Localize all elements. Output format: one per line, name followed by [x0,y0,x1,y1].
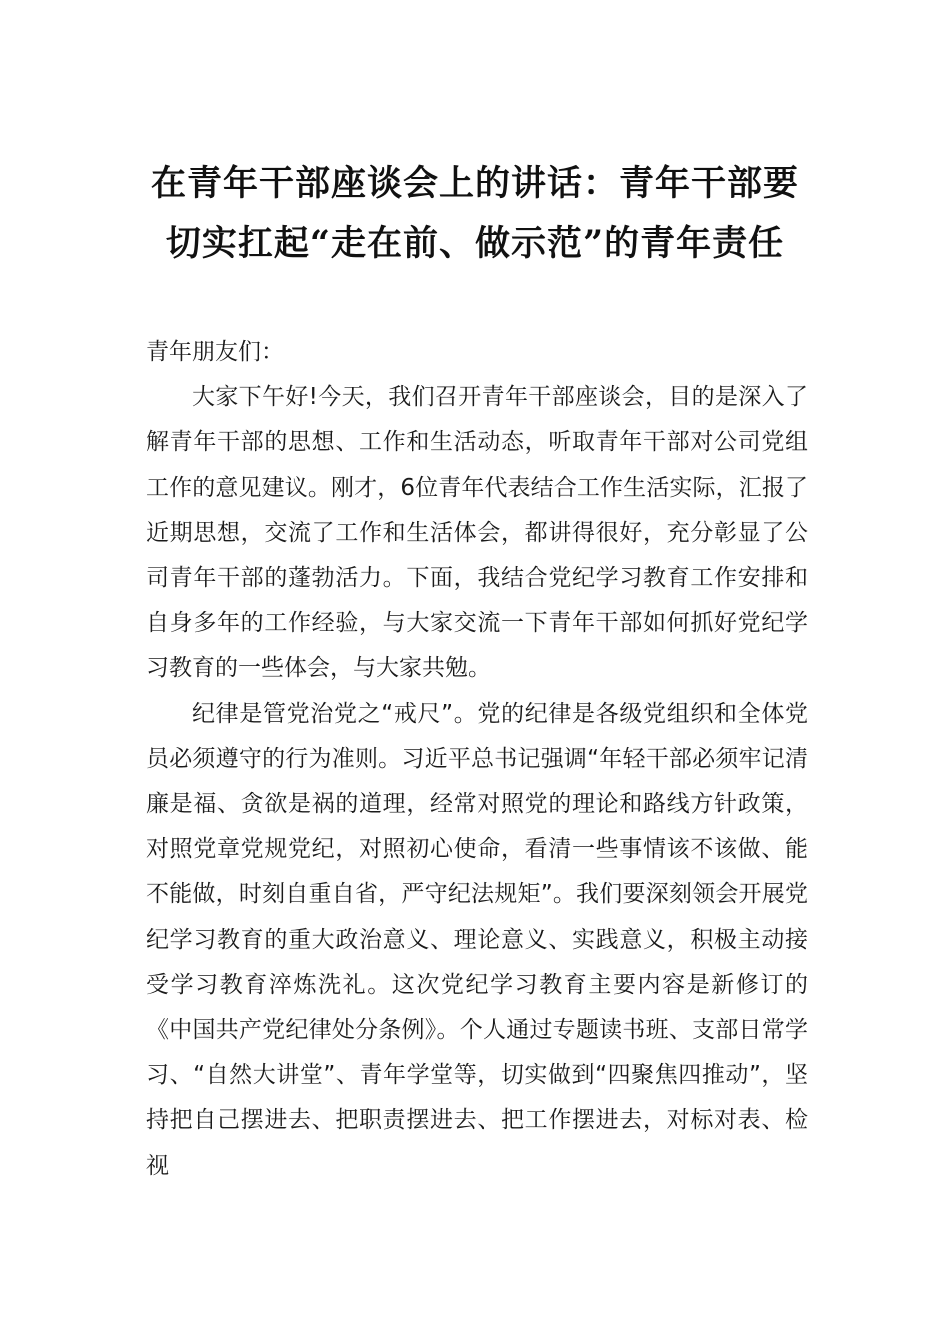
paragraph-2: 纪律是管党治党之“戒尺”。党的纪律是各级党组织和全体党员必须遵守的行为准则。习近平总书记强调“年轻干部必须牢记清廉是福、贪欲是祸的道理，经常对照党的理论和路线方针政策，对照党章党规党纪，对照初心使命，看清一些事情该不该做、能不能做，时刻自重自省，严守纪法规矩”。我们要深刻领会开展党纪学习教育的重大政治意义、理论意义、实践意义，积极主动接受学习教育淬炼洗礼。这次党纪学习教育主要内容是新修订的《中国共产党纪律处分条例》。个人通过专题读书班、支部日常学习、“自然大讲堂”、青年学堂等，切实做到“四聚焦四推动”，坚持把自己摆进去、把职责摆进去、把工作摆进去，对标对表、检视 [146,700,808,1179]
paragraph-1: 大家下午好!今天，我们召开青年干部座谈会，目的是深入了解青年干部的思想、工作和生活动态，听取青年干部对公司党组工作的意见建议。刚才，6位青年代表结合工作生活实际，汇报了近期思想，交流了工作和生活体会，都讲得很好，充分彰显了公司青年干部的蓬勃活力。下面，我结合党纪学习教育工作安排和自身多年的工作经验，与大家交流一下青年干部如何抓好党纪学习教育的一些体会，与大家共勉。 [146,384,808,682]
document-body [146,330,808,1189]
title-line-2: 切实扛起“走在前、做示范”的青年责任 [165,223,785,264]
salutation: 青年朋友们： [146,339,284,365]
document-title [100,154,850,274]
title-line-1: 在青年干部座谈会上的讲话：青年干部要 [150,163,799,204]
